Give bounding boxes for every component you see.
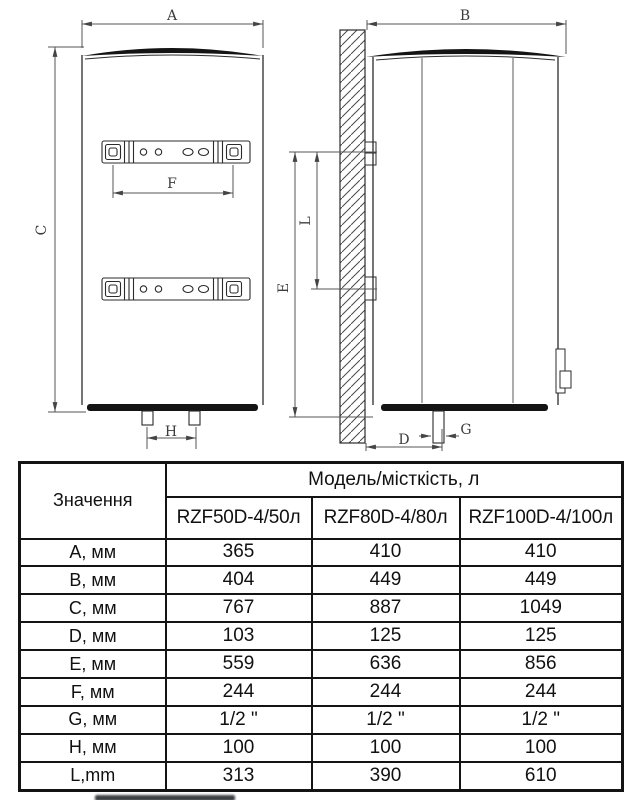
front-view (34, 8, 263, 449)
cell-value: 100 (312, 734, 460, 762)
cell-value: 1/2 " (166, 706, 312, 734)
cell-value: 1/2 " (460, 706, 623, 734)
bottom-base-side (381, 404, 548, 411)
cell-value: 1049 (460, 594, 623, 622)
cell-value: 313 (166, 762, 312, 791)
dimension-c (34, 47, 86, 412)
table-row (20, 762, 623, 791)
tank-body-front (82, 48, 263, 411)
dim-e-label: E (276, 282, 292, 294)
cell-value: 636 (312, 650, 460, 678)
dim-h-label: H (164, 424, 178, 440)
dim-a-label: A (166, 8, 178, 24)
cell-value: 100 (166, 734, 312, 762)
table-row (20, 539, 623, 567)
cell-value: 410 (312, 539, 460, 567)
mounting-bracket-upper (102, 141, 250, 163)
dim-b-label: B (459, 8, 471, 24)
side-cover (556, 349, 571, 393)
cell-value: 559 (166, 650, 312, 678)
dimension-d (366, 429, 442, 451)
cell-value: 244 (166, 678, 312, 706)
cell-value: 449 (460, 566, 623, 594)
table-row (20, 706, 623, 734)
row-label: B, мм (20, 566, 166, 594)
table-header-value: Значення (20, 463, 166, 539)
table-row (20, 566, 623, 594)
cell-value: 390 (312, 762, 460, 791)
cell-value: 410 (460, 539, 623, 567)
table-row (20, 734, 623, 762)
cell-value: 610 (460, 762, 623, 791)
cutoff-print-artifact (95, 795, 235, 800)
table-row (20, 622, 623, 650)
cell-value: 125 (312, 622, 460, 650)
row-label: C, мм (20, 594, 166, 622)
table-row (20, 678, 623, 706)
cell-value: 449 (312, 566, 460, 594)
dimension-a (82, 8, 263, 48)
cell-value: 244 (312, 678, 460, 706)
table-row (20, 650, 623, 678)
cell-value: 125 (460, 622, 623, 650)
mounting-bracket-lower (102, 278, 250, 300)
inlet-pipe (142, 411, 153, 425)
cell-value: 767 (166, 594, 312, 622)
table-row (20, 594, 623, 622)
cell-value: 100 (460, 734, 623, 762)
row-label: D, мм (20, 622, 166, 650)
cell-value: 856 (460, 650, 623, 678)
dim-c-label: C (34, 224, 50, 236)
table-header-model-1: RZF50D-4/50л (166, 497, 312, 539)
dim-f-label: F (167, 176, 177, 192)
table-header-model-3: RZF100D-4/100л (460, 497, 623, 539)
outlet-pipe (189, 411, 200, 425)
row-label: G, мм (20, 706, 166, 734)
row-label: E, мм (20, 650, 166, 678)
bottom-pipes-front (142, 411, 200, 425)
wall-tab-upper (365, 142, 376, 165)
row-label: F, мм (20, 678, 166, 706)
wall-hatch (340, 30, 365, 443)
side-view (276, 8, 571, 451)
row-label: H, мм (20, 734, 166, 762)
cell-value: 365 (166, 539, 312, 567)
tank-body-side (366, 49, 566, 411)
dimension-g (419, 422, 472, 438)
dim-d-label: D (398, 432, 410, 448)
dimension-f (113, 165, 233, 198)
row-label: L,mm (20, 762, 166, 791)
row-label: A, мм (20, 539, 166, 567)
cell-value: 244 (460, 678, 623, 706)
cell-value: 404 (166, 566, 312, 594)
spec-table (18, 461, 624, 792)
cell-value: 887 (312, 594, 460, 622)
dim-l-label: L (298, 216, 314, 226)
dimension-b (367, 8, 566, 54)
bottom-base-front (87, 404, 258, 411)
cell-value: 103 (166, 622, 312, 650)
dimension-h (147, 424, 196, 449)
table-header-models: Модель/місткість, л (166, 463, 623, 497)
cell-value: 1/2 " (312, 706, 460, 734)
dim-g-label: G (460, 422, 472, 438)
table-header-model-2: RZF80D-4/80л (312, 497, 460, 539)
